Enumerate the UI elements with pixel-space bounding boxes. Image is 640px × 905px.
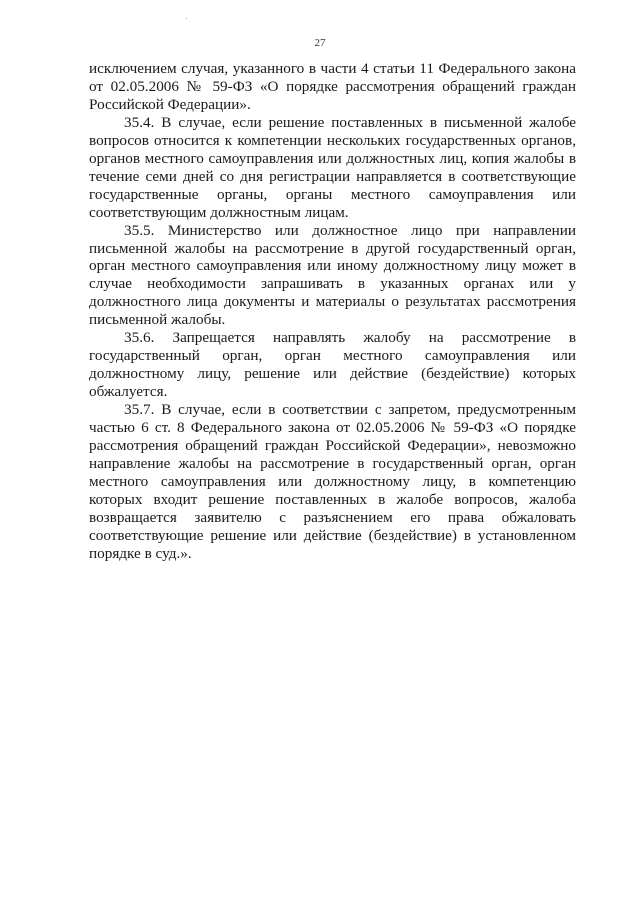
paragraph-35-6: 35.6. Запрещается направлять жалобу на рассмотрение в государственный орган, орган местного самоуправления или должностному лицу, решение или действие (бездействие) которых обжалуется. — [89, 329, 576, 401]
paragraph-continuation: исключением случая, указанного в части 4 статьи 11 Федерального закона от 02.05.2006 № 59-ФЗ «О порядке рассмотрения обращений граждан Российской Федерации». — [89, 60, 576, 113]
paragraph-35-5: 35.5. Министерство или должностное лицо при направлении письменной жалобы на рассмотрение в другой государственный орган, орган местного самоуправления или иному должностному лицу может в случае необходимости запрашивать в указанных органах или у должностного лица документы и материалы о результатах рассмотрения письменной жалобы. — [89, 221, 576, 329]
document-body — [89, 60, 576, 563]
paragraph-35-4: 35.4. В случае, если решение поставленных в письменной жалобе вопросов относится к компетенции нескольких государственных органов, органов местного самоуправления или должностных лиц, копия жалобы в течение семи дней со дня регистрации направляется в соответствующие государственные органы, органы местного самоуправления или соответствующим должностным лицам. — [89, 113, 576, 221]
scan-artifact — [186, 18, 187, 19]
page-number: 27 — [314, 37, 326, 49]
paragraph-35-7: 35.7. В случае, если в соответствии с запретом, предусмотренным частью 6 ст. 8 Федерального закона от 02.05.2006 № 59-ФЗ «О порядке рассмотрения обращений граждан Российской Федерации», невозможно направление жалобы на рассмотрение в государственный орган, орган местного самоуправления или должностному лицу, в компетенцию которых входит решение поставленных в жалобе вопросов, жалоба возвращается заявителю с разъяснением его права обжаловать соответствующие решение или действие (бездействие) в установленном порядке в суд.». — [89, 401, 576, 562]
